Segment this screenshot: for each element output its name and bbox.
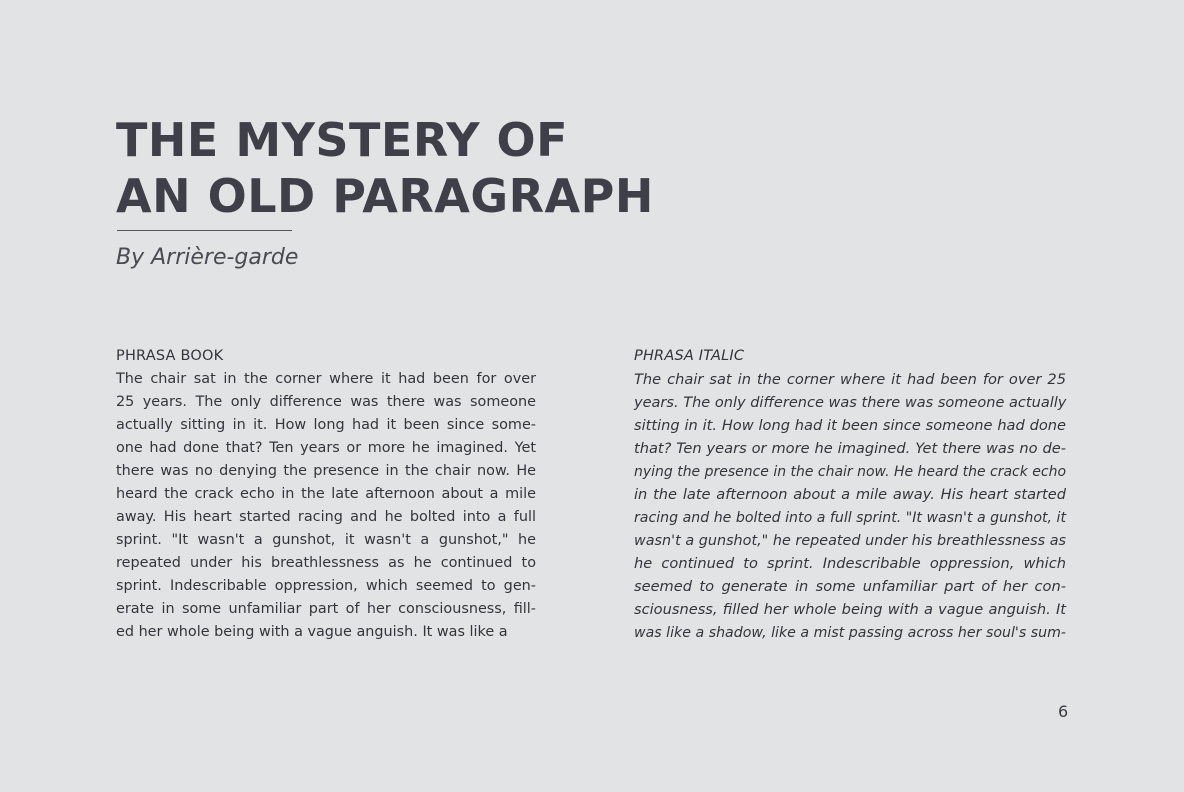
title-line-2: AN OLD PARAGRAPH [116, 169, 654, 223]
body-line: in the late afternoon about a mile away. His heart started [634, 486, 1066, 503]
body-line: wasn't a gunshot," he repeated under his breathlessness as [634, 532, 1066, 549]
column-italic-label: PHRASA ITALIC [634, 348, 745, 364]
body-line: heard the crack echo in the late afternoon about a mile [116, 486, 536, 502]
body-line: that? Ten years or more he imagined. Yet there was no de- [634, 440, 1066, 457]
body-line: there was no denying the presence in the chair now. He [116, 463, 536, 479]
page-number: 6 [1058, 702, 1069, 721]
body-line: repeated under his breathlessness as he continued to [116, 555, 536, 571]
body-line: 25 years. The only difference was there was someone [116, 394, 536, 410]
body-line: sciousness, filled her whole being with a vague anguish. It [634, 601, 1066, 618]
body-line: seemed to generate in some unfamiliar part of her con- [634, 578, 1066, 595]
body-line: ed her whole being with a vague anguish. It was like a [116, 624, 508, 640]
body-line: was like a shadow, like a mist passing across her soul's sum- [634, 624, 1066, 641]
column-book-label: PHRASA BOOK [116, 348, 224, 364]
body-line: away. His heart started racing and he bolted into a full [116, 509, 536, 525]
body-line: years. The only difference was there was someone actually [634, 394, 1067, 411]
body-line: nying the presence in the chair now. He heard the crack echo [634, 463, 1066, 480]
title-line-1: THE MYSTERY OF [116, 113, 569, 167]
body-line: one had done that? Ten years or more he imagined. Yet [116, 440, 536, 456]
body-line: sprint. "It wasn't a gunshot, it wasn't a gunshot," he [116, 532, 536, 548]
column-italic [634, 345, 1066, 644]
body-line: actually sitting in it. How long had it been since some- [116, 417, 536, 433]
body-line: racing and he bolted into a full sprint. "It wasn't a gunshot, it [634, 509, 1066, 526]
page-title [116, 112, 654, 224]
body-line: sitting in it. How long had it been since someone had done [634, 417, 1066, 434]
column-book [116, 345, 536, 644]
body-line: erate in some unfamiliar part of her consciousness, fill- [116, 601, 536, 617]
body-line: The chair sat in the corner where it had been for over 25 [634, 371, 1066, 388]
title-divider [117, 230, 292, 231]
body-line: sprint. Indescribable oppression, which seemed to gen- [116, 578, 536, 594]
body-line: The chair sat in the corner where it had been for over [116, 371, 536, 387]
byline: By Arrière-garde [116, 245, 299, 270]
body-line: he continued to sprint. Indescribable oppression, which [634, 555, 1066, 572]
